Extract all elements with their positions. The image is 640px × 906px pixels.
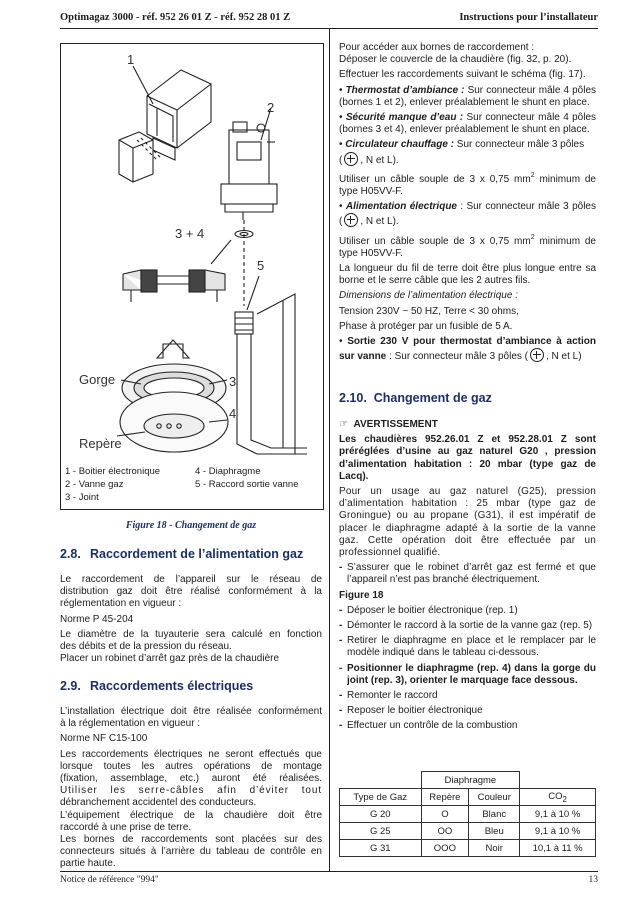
text-line: Les bornes de raccordements sont placées sur des bbox=[60, 834, 322, 846]
repere-label: Repère bbox=[79, 436, 122, 451]
figure-18-box bbox=[60, 43, 324, 510]
item-text: : Sur connecteur mâle 3 pôles ( bbox=[386, 351, 528, 363]
text-line: Utiliser les serre-câbles afin d’éviter tout bbox=[60, 785, 322, 797]
callout-1: 1 bbox=[127, 52, 135, 67]
table-cell bbox=[340, 772, 422, 789]
table-cell: G 20 bbox=[340, 806, 422, 823]
output-230v-item: • Sortie 230 V pour thermostat d’ambiance à action sur vanne : Sur connecteur mâle 3 pôles ( , N et L) bbox=[339, 336, 596, 363]
text-line: lorsque toutes les autres opérations de montage bbox=[60, 760, 322, 772]
figure-ref: Figure 18 bbox=[339, 589, 384, 601]
footer-reference: Notice de référence "994" bbox=[60, 875, 159, 885]
item-text: Sur connecteur mâle 4 pôles (bornes 1 et 2), enlever préalablement le shunt en place. bbox=[339, 84, 597, 108]
text-line: L’équipement électrique de la chaudière doit être bbox=[60, 809, 322, 821]
item-poles: , N et L) bbox=[546, 351, 582, 363]
step-item: - Remonter le raccord bbox=[339, 690, 596, 702]
section-2-10-heading bbox=[339, 391, 492, 405]
warning-title: AVERTISSEMENT bbox=[353, 419, 438, 430]
section-title: Raccordement de l’alimentation gaz bbox=[90, 547, 304, 561]
text: Utiliser un câble souple de 3 x 0,75 mm bbox=[339, 173, 531, 185]
text-line: Placer un robinet d’arrêt gaz près de la chaudière bbox=[60, 653, 280, 665]
callout-3-4: 3 + 4 bbox=[175, 226, 205, 241]
callout-5: 5 bbox=[257, 258, 265, 273]
item-text: : Sur connecteur mâle 3 pôles ( bbox=[339, 201, 596, 228]
page-number: 13 bbox=[588, 875, 598, 885]
cable-spec bbox=[339, 170, 596, 198]
legend-item-4: 4 - Diaphragme bbox=[195, 466, 261, 477]
subscript: 2 bbox=[562, 794, 567, 804]
figure-caption: Figure 18 - Changement de gaz bbox=[125, 520, 257, 531]
callout-3-lower: 3 bbox=[229, 374, 237, 389]
text-line: connecteurs situés à l’arrière du tableau de contrôle en bbox=[60, 846, 322, 858]
standard-ref: Norme NF C15-100 bbox=[60, 733, 148, 745]
section-number: 2.9. bbox=[60, 679, 81, 693]
section-2-8-heading bbox=[60, 547, 303, 561]
gas-change-illustration bbox=[61, 44, 323, 462]
gorge-label: Gorge bbox=[79, 372, 116, 387]
diaphragm-table bbox=[339, 771, 596, 857]
section-2-8-body bbox=[60, 574, 322, 665]
text-line: partie haute. bbox=[60, 858, 116, 870]
text-line: Effectuer les raccordements suivant le schéma (fig. 17). bbox=[339, 69, 586, 81]
item-label: Sortie 230 V pour thermostat d’ambiance à action sur vanne bbox=[339, 336, 596, 363]
warning-title-line bbox=[339, 419, 596, 431]
supply-dims-title: Dimensions de l’alimentation électrique : bbox=[339, 290, 518, 302]
table-cell: 9,1 à 10 % bbox=[520, 823, 596, 840]
text: Utiliser un câble souple de 3 x 0,75 mm bbox=[339, 235, 531, 247]
column-divider bbox=[329, 28, 330, 871]
water-safety-item: • Sécurité manque d’eau : Sur connecteur mâle 4 pôles (bornes 3 et 4), enlever préalablement le shunt en place. bbox=[339, 112, 597, 136]
table-cell: Bleu bbox=[469, 823, 520, 840]
table-cell: OO bbox=[421, 823, 469, 840]
power-supply-item: • Alimentation électrique : Sur connecteur mâle 3 pôles ( , N et L). bbox=[339, 201, 596, 228]
text-line: à la réglementation en vigueur : bbox=[60, 718, 201, 730]
step-item: - Reposer le boitier électronique bbox=[339, 705, 596, 717]
header-text: CO bbox=[548, 790, 563, 802]
table-cell: Blanc bbox=[469, 806, 520, 823]
table-cell: Noir bbox=[469, 840, 520, 857]
table-row bbox=[340, 806, 596, 823]
standard-ref: Norme P 45-204 bbox=[60, 613, 134, 625]
column-header: Couleur bbox=[469, 789, 520, 806]
item-label: Alimentation électrique bbox=[345, 201, 457, 213]
earth-icon bbox=[344, 213, 358, 227]
legend-item-1: 1 - Boitier électronique bbox=[65, 466, 161, 477]
section-2-9-body bbox=[60, 706, 322, 871]
legend-item-3: 3 - Joint bbox=[65, 492, 99, 503]
text-line: L’installation électrique doit être réalisée conformément bbox=[60, 706, 322, 717]
step-item: - Déposer le boitier électronique (rep. 1) bbox=[339, 605, 596, 617]
superscript: 2 bbox=[530, 171, 535, 179]
legend-item-2: 2 - Vanne gaz bbox=[65, 479, 124, 490]
header-section-title: Instructions pour l’installateur bbox=[459, 12, 598, 23]
step-item: - Démonter le raccord à la sortie de la vanne gaz (rep. 5) bbox=[339, 620, 596, 632]
supply-dims-fuse: Phase à protéger par un fusible de 5 A. bbox=[339, 320, 513, 332]
step-item: - Positionner le diaphragme (rep. 4) dans la gorge du joint (rep. 3), orienter le marquage face dessous. bbox=[339, 663, 596, 687]
section-title: Changement de gaz bbox=[373, 391, 492, 405]
page-footer bbox=[60, 875, 598, 889]
text: minimum de type H05VV-F. bbox=[339, 173, 596, 198]
item-poles: , N et L). bbox=[360, 154, 399, 166]
superscript: 2 bbox=[530, 233, 535, 241]
page-header bbox=[60, 12, 598, 28]
item-label: Circulateur chauffage : bbox=[345, 139, 455, 151]
item-poles: , N et L). bbox=[360, 216, 399, 228]
step-item: - Effectuer un contrôle de la combustion bbox=[339, 720, 596, 732]
table-cell: OOO bbox=[421, 840, 469, 857]
column-header-co2 bbox=[520, 789, 596, 806]
pointing-hand-icon: ☞ bbox=[339, 419, 348, 430]
text-line: réglementation en vigueur : bbox=[60, 598, 182, 610]
text: minimum de type H05VV-F. bbox=[339, 235, 596, 259]
table-row bbox=[340, 840, 596, 857]
callout-2: 2 bbox=[267, 100, 275, 115]
section-number: 2.8. bbox=[60, 547, 81, 561]
table-cell: O bbox=[421, 806, 469, 823]
section-2-9-heading bbox=[60, 679, 253, 693]
text-line: Pour accéder aux bornes de raccordement : bbox=[339, 42, 535, 53]
table-header-row bbox=[340, 789, 596, 806]
text-line: débranchement accidentel des conducteurs. bbox=[60, 797, 257, 809]
section-number: 2.10. bbox=[339, 391, 367, 405]
item-text: Sur connecteur mâle 4 pôles (bornes 3 et 4), enlever préalablement le shunt en place. bbox=[339, 112, 597, 136]
item-label: Thermostat d’ambiance : bbox=[345, 84, 465, 96]
table-cell: G 25 bbox=[340, 823, 422, 840]
step-item: - Retirer le diaphragme en place et le remplacer par le modèle indiqué dans le tableau ci-dessous. bbox=[339, 635, 596, 659]
right-column-electrical bbox=[339, 42, 596, 363]
item-label: Sécurité manque d’eau : bbox=[345, 112, 464, 124]
earth-wire-note: La longueur du fil de terre doit être plus longue entre sa borne et le serre câble que les 2 autres fils. bbox=[339, 263, 596, 287]
column-header: Repère bbox=[421, 789, 469, 806]
callout-4-lower: 4 bbox=[229, 406, 237, 421]
table-cell: 10,1 à 11 % bbox=[520, 840, 596, 857]
footer-rule bbox=[60, 871, 598, 872]
text-line: des débits et de la pression du réseau. bbox=[60, 641, 232, 653]
table-row bbox=[340, 823, 596, 840]
text-line: raccordé à une prise de terre. bbox=[60, 821, 192, 833]
text-line: Le diamètre de la tuyauterie sera calculé en fonction bbox=[60, 628, 322, 640]
table-cell: G 31 bbox=[340, 840, 422, 857]
item-text: Sur connecteur mâle 3 pôles bbox=[454, 139, 585, 151]
text-line: distribution gaz doit être réalisé conformément à la bbox=[60, 586, 322, 598]
supply-dims-voltage: Tension 230V ~ 50 HZ, Terre < 30 ohms, bbox=[339, 305, 519, 317]
table-cell bbox=[520, 772, 596, 789]
table-group-header: Diaphragme bbox=[421, 772, 520, 789]
text-line: Les raccordements électriques ne seront effectués que bbox=[60, 748, 322, 760]
right-column-gas-change bbox=[339, 419, 596, 733]
step-item: - S’assurer que le robinet d’arrêt gaz est fermé et que l’appareil n’est pas branché électriquement. bbox=[339, 562, 596, 586]
table-group-row bbox=[340, 772, 596, 789]
text-line: Déposer le couvercle de la chaudière (fig. 32, p. 20). bbox=[339, 54, 572, 66]
text-line: (fixation, assemblage, etc.) auront été réalisées. bbox=[60, 773, 322, 785]
usage-paragraph: Pour un usage au gaz naturel (G25), pression d’alimentation habitation : 25 mbar (type gaz de Groningue) ou au propane (G31), il est impératif de placer le diaphragme adapté à la sortie de la vanne gaz. Cette opération doit être effectuée par un professionnel qualifié. bbox=[339, 486, 596, 559]
warning-text: Les chaudières 952.26.01 Z et 952.28.01 Z sont préréglées d’usine au gaz naturel G20 , pression d’alimentation habitation : 20 mbar (type gaz de Lacq). bbox=[339, 434, 596, 482]
legend-item-5: 5 - Raccord sortie vanne bbox=[195, 479, 299, 490]
column-header: Type de Gaz bbox=[340, 789, 422, 806]
earth-icon bbox=[530, 348, 544, 362]
earth-icon bbox=[344, 152, 358, 166]
section-title: Raccordements électriques bbox=[90, 679, 254, 693]
header-product-ref: Optimagaz 3000 - réf. 952 26 01 Z - réf. 952 28 01 Z bbox=[60, 12, 291, 23]
cable-spec bbox=[339, 232, 596, 260]
circulator-item: • Circulateur chauffage : Sur connecteur mâle 3 pôles ( , N et L). bbox=[339, 139, 585, 166]
text-line: Le raccordement de l’appareil sur le réseau de bbox=[60, 574, 322, 585]
table-cell: 9,1 à 10 % bbox=[520, 806, 596, 823]
thermostat-item: • Thermostat d’ambiance : Sur connecteur mâle 4 pôles (bornes 1 et 2), enlever préalablement le shunt en place. bbox=[339, 84, 597, 108]
